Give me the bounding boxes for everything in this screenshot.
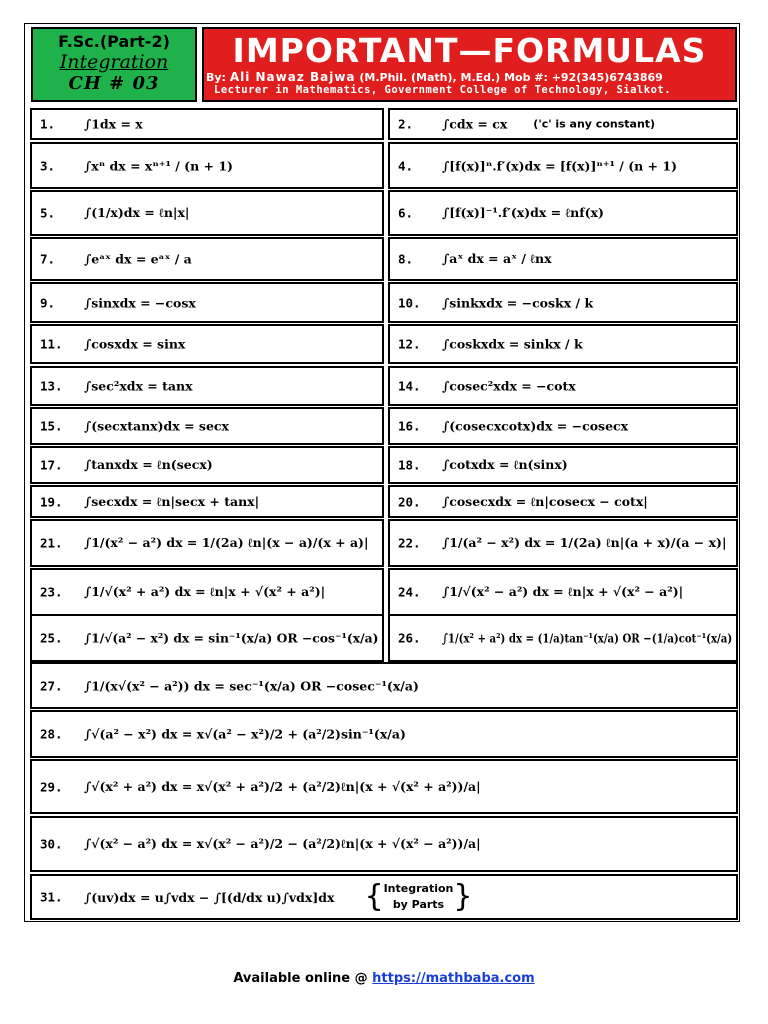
formula-text: ∫cotxdx = ℓn(sinx) [442, 457, 568, 472]
formula-text: ∫1dx = x [84, 116, 143, 132]
formula-number: 22. [398, 535, 421, 551]
formula-text: ∫xⁿ dx = xⁿ⁺¹ / (n + 1) [84, 158, 233, 173]
formula-text: ∫1/(a² − x²) dx = 1/(2a) ℓn|(a + x)/(a − x)| [442, 535, 727, 550]
formula-cell-30 [30, 816, 738, 872]
formula-cell-21 [30, 519, 384, 567]
formula-text: ∫coskxdx = sinkx / k [442, 336, 583, 352]
formula-expression [442, 379, 576, 394]
level-label: F.Sc.(Part-2) [58, 32, 170, 51]
formula-number: 26. [398, 630, 421, 646]
formula-text: ∫secxdx = ℓn|secx + tanx| [84, 493, 260, 509]
formula-expression [442, 535, 727, 551]
formula-text: ∫aˣ dx = aˣ / ℓnx [442, 251, 552, 266]
formula-number: 23. [40, 584, 63, 600]
formula-cell-17 [30, 446, 384, 484]
formula-cell-19 [30, 485, 384, 518]
formula-cell-13 [30, 366, 384, 406]
formula-expression [442, 205, 604, 221]
formula-number: 9. [40, 295, 56, 310]
formula-text: ∫(secxtanx)dx = secx [84, 418, 229, 434]
formula-expression [84, 881, 472, 913]
formula-number: 30. [40, 836, 63, 852]
formula-expression [442, 251, 552, 267]
formula-number: 1. [40, 116, 56, 132]
formula-expression [84, 631, 378, 646]
formula-text: ∫√(x² − a²) dx = x√(x² − a²)/2 − (a²/2)ℓn|(x + √(x² − a²))/a| [84, 836, 481, 851]
formula-number: 8. [398, 251, 414, 267]
formula-expression [442, 631, 732, 646]
footer [0, 971, 768, 986]
formula-expression [442, 117, 655, 132]
formula-text: ∫[f(x)]⁻¹.f′(x)dx = ℓnf(x) [442, 205, 604, 220]
by-label: By: [206, 71, 226, 84]
formula-cell-8 [388, 237, 738, 281]
formula-cell-22 [388, 519, 738, 567]
formula-cell-23 [30, 568, 384, 616]
formula-cell-18 [388, 446, 738, 484]
formula-number: 19. [40, 494, 63, 509]
formula-expression [84, 535, 369, 551]
formula-number: 31. [40, 889, 63, 905]
formula-number: 17. [40, 457, 63, 473]
formula-cell-24 [388, 568, 738, 616]
formula-text: ∫cdx = cx [442, 116, 508, 132]
footer-link[interactable]: https://mathbaba.com [372, 971, 535, 986]
formula-number: 16. [398, 418, 421, 434]
formula-text: ∫√(a² − x²) dx = x√(a² − x²)/2 + (a²/2)sin⁻¹(x/a) [84, 726, 406, 742]
formula-expression [84, 419, 229, 434]
author-qualifications: (M.Phil. (Math), M.Ed.) [359, 71, 501, 84]
formula-text: ∫1/√(x² − a²) dx = ℓn|x + √(x² − a²)| [442, 584, 684, 599]
formula-cell-10 [388, 282, 738, 323]
formula-cell-3 [30, 142, 384, 189]
formula-number: 28. [40, 726, 63, 742]
formula-text: ∫eᵃˣ dx = eᵃˣ / a [84, 251, 192, 267]
formula-number: 12. [398, 336, 421, 352]
formula-note: ('c' is any constant) [533, 117, 656, 131]
formula-text: ∫1/√(x² + a²) dx = ℓn|x + √(x² + a²)| [84, 584, 326, 599]
formula-expression [84, 457, 213, 473]
formula-expression [84, 494, 259, 510]
formula-cell-27 [30, 662, 738, 709]
formula-expression [442, 158, 677, 173]
formula-cell-26 [388, 614, 738, 662]
formula-cell-25 [30, 614, 384, 662]
formula-text: ∫cosxdx = sinx [84, 336, 186, 352]
formula-expression [84, 836, 481, 852]
formula-expression [84, 379, 193, 394]
author-line [206, 70, 735, 84]
formula-cell-16 [388, 407, 738, 445]
author-position: Lecturer in Mathematics, Government College of Technology, Sialkot. [214, 84, 672, 96]
formula-text: ∫tanxdx = ℓn(secx) [84, 457, 213, 472]
formula-text: ∫1/√(a² − x²) dx = sin⁻¹(x/a) OR −cos⁻¹(x/a) [84, 630, 379, 646]
formula-expression [84, 337, 185, 352]
formula-number: 7. [40, 251, 56, 267]
formula-text: ∫sec²xdx = tanx [84, 378, 193, 394]
chapter-badge [31, 27, 197, 102]
formula-cell-11 [30, 324, 384, 364]
formula-text: ∫sinxdx = −cosx [84, 295, 196, 310]
formula-text: ∫1/(x√(x² − a²)) dx = sec⁻¹(x/a) OR −cosec⁻¹(x/a) [84, 678, 419, 693]
page-title: IMPORTANT—FORMULAS [232, 31, 707, 70]
formula-number: 4. [398, 158, 414, 173]
formula-expression [84, 252, 192, 267]
formula-number: 20. [398, 494, 421, 509]
formula-text: ∫sinkxdx = −coskx / k [442, 295, 594, 310]
formula-expression [84, 584, 325, 600]
formula-expression [442, 494, 648, 510]
formula-text: ∫(uv)dx = u∫vdx − ∫[(d/dx u)∫vdx]dx [84, 889, 335, 905]
integration-by-parts-note [364, 881, 472, 913]
formula-number: 27. [40, 678, 63, 693]
formula-number: 13. [40, 378, 63, 394]
formula-cell-20 [388, 485, 738, 518]
footer-prefix: Available online @ [233, 971, 373, 986]
formula-cell-4 [388, 142, 738, 189]
formula-number: 3. [40, 158, 56, 173]
note-line: by Parts [392, 898, 445, 911]
formula-cell-31 [30, 874, 738, 920]
formula-text: ∫(cosecxcotx)dx = −cosecx [442, 418, 629, 434]
left-brace-icon: { [364, 879, 384, 914]
formula-number: 25. [40, 630, 63, 646]
formula-cell-6 [388, 190, 738, 236]
formula-expression [84, 205, 189, 221]
formula-cell-9 [30, 282, 384, 323]
formula-text: ∫[f(x)]ⁿ.f′(x)dx = [f(x)]ⁿ⁺¹ / (n + 1) [442, 158, 677, 173]
formula-expression [84, 727, 406, 742]
formula-number: 11. [40, 336, 63, 352]
formula-number: 10. [398, 295, 421, 310]
formula-expression [442, 457, 568, 473]
formula-expression [84, 779, 481, 795]
author-name: Ali Nawaz Bajwa [229, 70, 356, 84]
author-mobile: Mob #: +92(345)6743869 [504, 71, 663, 84]
formula-cell-12 [388, 324, 738, 364]
formula-expression [84, 295, 196, 310]
formula-number: 5. [40, 205, 56, 221]
chapter-label: CH # 03 [68, 73, 160, 94]
formula-text: ∫1/(x² − a²) dx = 1/(2a) ℓn|(x − a)/(x + a)| [84, 535, 369, 550]
formula-text: ∫cosec²xdx = −cotx [442, 378, 576, 394]
formula-expression [442, 584, 683, 600]
formula-cell-2 [388, 108, 738, 140]
formula-cell-29 [30, 759, 738, 814]
formula-number: 2. [398, 116, 414, 132]
formula-expression [84, 158, 233, 173]
formula-cell-7 [30, 237, 384, 281]
right-brace-icon: } [453, 879, 473, 914]
formula-number: 14. [398, 378, 421, 394]
formula-number: 18. [398, 457, 421, 473]
formula-expression [442, 419, 628, 434]
formula-expression [442, 295, 593, 310]
formula-number: 15. [40, 418, 63, 434]
formula-cell-28 [30, 710, 738, 758]
formula-expression [442, 337, 583, 352]
formula-number: 24. [398, 584, 421, 600]
formula-cell-1 [30, 108, 384, 140]
subject-label: Integration [59, 51, 169, 73]
formula-text: ∫cosecxdx = ℓn|cosecx − cotx| [442, 493, 648, 509]
formula-text: ∫√(x² + a²) dx = x√(x² + a²)/2 + (a²/2)ℓn|(x + √(x² + a²))/a| [84, 778, 481, 794]
formula-cell-15 [30, 407, 384, 445]
formula-number: 6. [398, 205, 414, 221]
formula-expression [84, 117, 143, 132]
formula-number: 29. [40, 779, 63, 794]
note-line: Integration [383, 882, 454, 895]
formula-cell-5 [30, 190, 384, 236]
formula-text: ∫1/(x² + a²) dx = (1/a)tan⁻¹(x/a) OR −(1/a)cot⁻¹(x/a) [442, 630, 733, 646]
formula-text: ∫(1/x)dx = ℓn|x| [84, 205, 190, 220]
title-banner [202, 27, 737, 102]
formula-number: 21. [40, 535, 63, 551]
formula-expression [84, 678, 419, 693]
formula-cell-14 [388, 366, 738, 406]
